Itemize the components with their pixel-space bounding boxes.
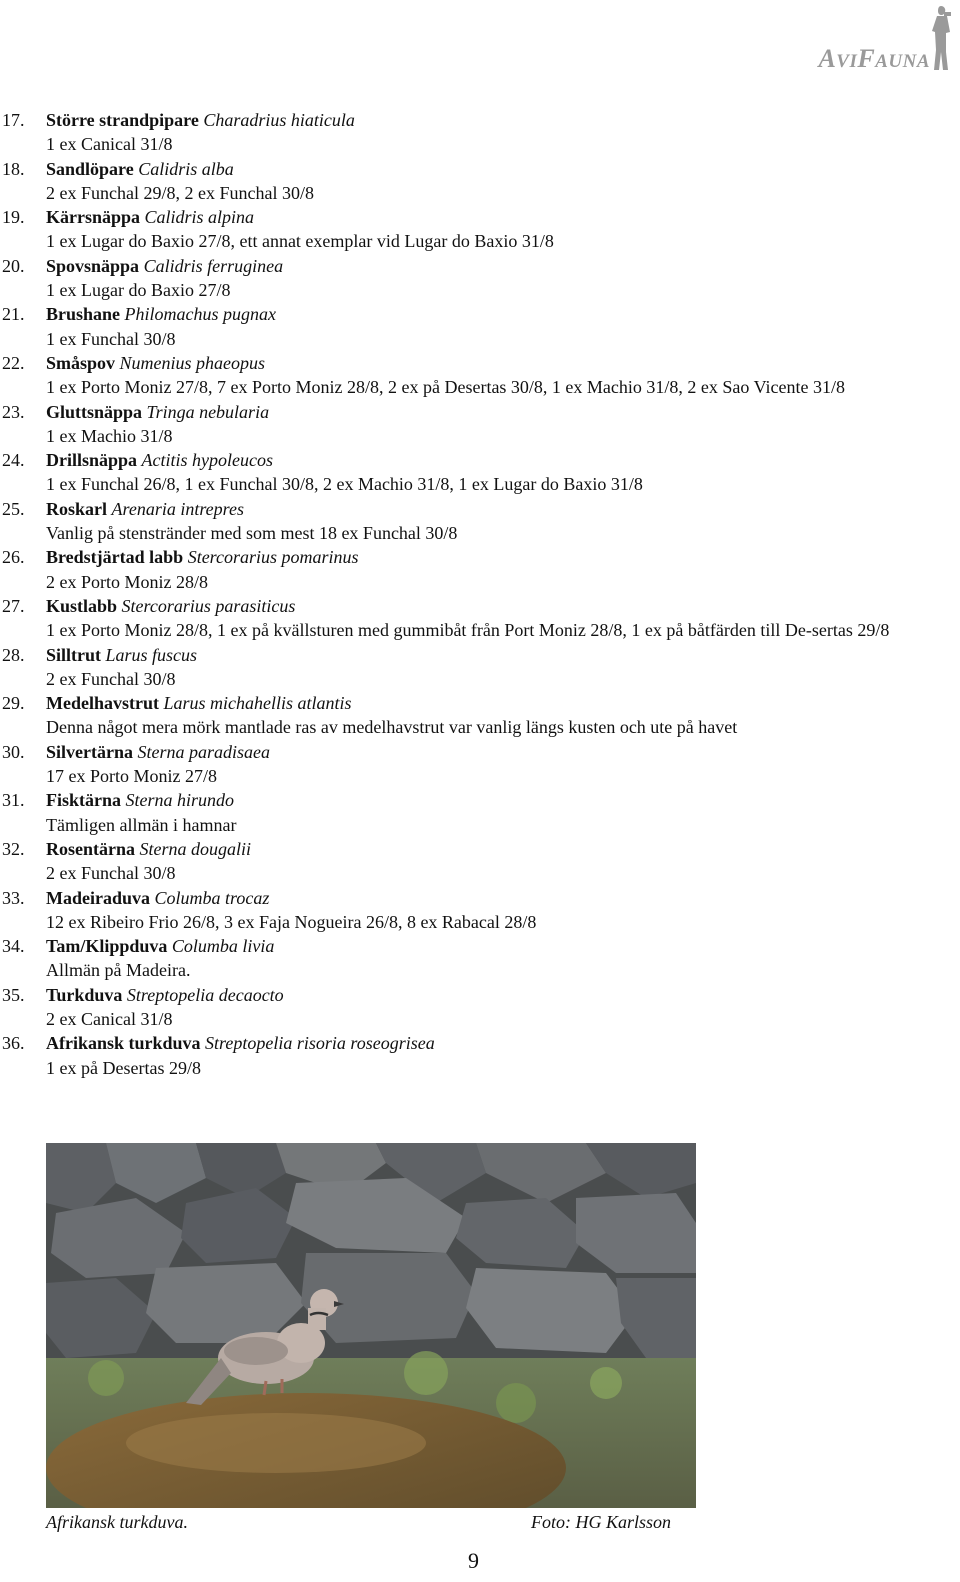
species-entry (0, 788, 960, 837)
species-heading (46, 691, 352, 715)
species-entry (0, 691, 960, 740)
species-latin-name: Columba livia (171, 936, 275, 957)
species-observation: 1 ex Porto Moniz 28/8, 1 ex på kvällsturen med gummibåt från Port Moniz 28/8, 1 ex på båtfärden till De-sertas 29/8 (46, 620, 890, 641)
species-common-name: Afrikansk turkduva (46, 1033, 201, 1054)
species-number: 26. (2, 547, 25, 568)
species-latin-name: Streptopelia decaocto (126, 984, 284, 1005)
species-latin-name: Stercorarius pomarinus (187, 547, 359, 568)
species-common-name: Spovsnäppa (46, 255, 140, 276)
species-number: 31. (2, 790, 25, 811)
species-number: 19. (2, 207, 25, 228)
species-entry (0, 886, 960, 935)
species-common-name: Sandlöpare (46, 158, 134, 179)
species-number: 25. (2, 498, 25, 519)
species-latin-name: Actitis hypoleucos (141, 450, 273, 471)
species-heading-row (0, 448, 960, 472)
species-observation: 1 ex Porto Moniz 27/8, 7 ex Porto Moniz 28/8, 2 ex på Desertas 30/8, 1 ex Machio 31/8, 2 ex Sao Vicente 31/8 (46, 377, 845, 398)
species-latin-name: Charadrius hiaticula (203, 110, 355, 130)
species-heading (46, 788, 234, 812)
species-latin-name: Larus fuscus (105, 644, 198, 665)
species-latin-name: Calidris alpina (144, 207, 255, 228)
species-observation: 2 ex Funchal 30/8 (46, 863, 176, 884)
species-number: 29. (2, 693, 25, 714)
species-heading (46, 351, 265, 375)
species-heading (46, 837, 251, 861)
species-observation: 2 ex Funchal 30/8 (46, 668, 176, 689)
species-entry (0, 497, 960, 546)
species-heading-row (0, 254, 960, 278)
species-number: 17. (2, 110, 25, 130)
species-heading-row (0, 788, 960, 812)
species-latin-name: Streptopelia risoria roseogrisea (205, 1033, 435, 1054)
species-entry (0, 302, 960, 351)
species-heading (46, 205, 254, 229)
species-list (0, 108, 960, 1080)
species-heading (46, 302, 276, 326)
species-entry (0, 448, 960, 497)
species-heading (46, 448, 273, 472)
species-observation: 2 ex Canical 31/8 (46, 1008, 173, 1029)
species-number: 18. (2, 158, 25, 179)
species-heading (46, 400, 269, 424)
page-number: 9 (468, 1548, 479, 1573)
species-number: 30. (2, 741, 25, 762)
species-observation: Vanlig på stenstränder med som mest 18 ex Funchal 30/8 (46, 523, 458, 544)
species-heading-row (0, 643, 960, 667)
species-common-name: Kustlabb (46, 595, 118, 616)
species-heading (46, 886, 269, 910)
species-heading-row (0, 108, 960, 132)
species-common-name: Bredstjärtad labb (46, 547, 184, 568)
species-observation: Denna något mera mörk mantlade ras av medelhavstrut var vanlig längs kusten och ute på havet (46, 717, 738, 738)
species-number: 20. (2, 255, 25, 276)
species-latin-name: Tringa nebularia (146, 401, 270, 422)
species-common-name: Silvertärna (46, 741, 133, 762)
species-latin-name: Stercorarius parasiticus (121, 595, 296, 616)
species-heading-row (0, 351, 960, 375)
species-observation: 1 ex Canical 31/8 (46, 134, 173, 155)
species-heading (46, 497, 244, 521)
species-latin-name: Arenaria intrepres (111, 498, 245, 519)
species-common-name: Större strandpipare (46, 110, 199, 130)
species-heading-row (0, 545, 960, 569)
species-heading-row (0, 157, 960, 181)
species-heading-row (0, 740, 960, 764)
species-common-name: Turkduva (46, 984, 123, 1005)
species-common-name: Rosentärna (46, 838, 135, 859)
species-number: 21. (2, 304, 25, 325)
species-entry (0, 545, 960, 594)
photo-image (46, 1143, 696, 1508)
species-entry (0, 254, 960, 303)
species-common-name: Gluttsnäppa (46, 401, 143, 422)
species-entry (0, 594, 960, 643)
species-entry (0, 643, 960, 692)
species-observation: 17 ex Porto Moniz 27/8 (46, 766, 217, 787)
species-heading-row (0, 934, 960, 958)
species-latin-name: Columba trocaz (154, 887, 270, 908)
species-common-name: Madeiraduva (46, 887, 151, 908)
species-latin-name: Sterna paradisaea (137, 741, 270, 762)
species-observation: 1 ex Funchal 26/8, 1 ex Funchal 30/8, 2 ex Machio 31/8, 1 ex Lugar do Baxio 31/8 (46, 474, 643, 495)
species-number: 35. (2, 984, 25, 1005)
species-entry (0, 740, 960, 789)
species-latin-name: Larus michahellis atlantis (163, 693, 352, 714)
species-observation: 12 ex Ribeiro Frio 26/8, 3 ex Faja Nogueira 26/8, 8 ex Rabacal 28/8 (46, 911, 537, 932)
species-heading-row (0, 886, 960, 910)
species-latin-name: Sterna dougalii (139, 838, 251, 859)
species-common-name: Fisktärna (46, 790, 122, 811)
species-observation: 1 ex Lugar do Baxio 27/8 (46, 280, 231, 301)
species-heading (46, 934, 274, 958)
species-latin-name: Calidris ferruginea (143, 255, 284, 276)
species-latin-name: Numenius phaeopus (119, 352, 266, 373)
species-number: 34. (2, 936, 25, 957)
species-latin-name: Calidris alba (138, 158, 234, 179)
species-entry (0, 1031, 960, 1080)
species-heading-row (0, 205, 960, 229)
species-observation: 1 ex Machio 31/8 (46, 425, 173, 446)
species-latin-name: Philomachus pugnax (124, 304, 277, 325)
photo-caption-title: Afrikansk turkduva. (46, 1512, 188, 1532)
species-common-name: Småspov (46, 352, 116, 373)
species-heading (46, 983, 284, 1007)
species-heading (46, 740, 270, 764)
species-common-name: Brushane (46, 304, 121, 325)
species-common-name: Kärrsnäppa (46, 207, 141, 228)
species-entry (0, 157, 960, 206)
species-heading (46, 643, 197, 667)
species-common-name: Tam/Klippduva (46, 936, 168, 957)
species-number: 33. (2, 887, 25, 908)
species-entry (0, 351, 960, 400)
species-entry (0, 934, 960, 983)
species-number: 27. (2, 595, 25, 616)
species-observation: 1 ex på Desertas 29/8 (46, 1057, 201, 1078)
species-heading-row (0, 983, 960, 1007)
species-number: 28. (2, 644, 25, 665)
species-observation: 2 ex Porto Moniz 28/8 (46, 571, 208, 592)
species-heading (46, 157, 234, 181)
logo-wordmark: AVIFAUNA (818, 44, 930, 73)
species-heading (46, 1031, 435, 1055)
species-observation: 2 ex Funchal 29/8, 2 ex Funchal 30/8 (46, 182, 314, 203)
species-heading-row (0, 594, 960, 618)
species-latin-name: Sterna hirundo (125, 790, 235, 811)
species-heading-row (0, 400, 960, 424)
species-observation: Allmän på Madeira. (46, 960, 191, 981)
birdwatcher-silhouette-icon (926, 2, 956, 72)
species-number: 23. (2, 401, 25, 422)
species-observation: 1 ex Funchal 30/8 (46, 328, 176, 349)
species-heading-row (0, 691, 960, 715)
species-heading (46, 254, 283, 278)
species-entry (0, 400, 960, 449)
photo-caption-credit: Foto: HG Karlsson (531, 1512, 672, 1532)
species-number: 36. (2, 1033, 25, 1054)
species-entry (0, 983, 960, 1032)
species-heading (46, 594, 295, 618)
species-common-name: Medelhavstrut (46, 693, 159, 714)
species-common-name: Silltrut (46, 644, 102, 665)
species-common-name: Drillsnäppa (46, 450, 138, 471)
avifauna-logo (784, 0, 960, 80)
species-entry (0, 205, 960, 254)
species-observation: Tämligen allmän i hamnar (46, 814, 237, 835)
species-heading-row (0, 302, 960, 326)
species-number: 32. (2, 838, 25, 859)
dove-photo (46, 1143, 696, 1508)
species-number: 22. (2, 352, 25, 373)
species-entry (0, 837, 960, 886)
species-heading-row (0, 1031, 960, 1055)
species-entry (0, 108, 960, 157)
species-common-name: Roskarl (46, 498, 108, 519)
species-heading-row (0, 497, 960, 521)
species-heading-row (0, 837, 960, 861)
species-heading (46, 108, 355, 132)
species-heading (46, 545, 359, 569)
species-observation: 1 ex Lugar do Baxio 27/8, ett annat exemplar vid Lugar do Baxio 31/8 (46, 231, 554, 252)
species-number: 24. (2, 450, 25, 471)
